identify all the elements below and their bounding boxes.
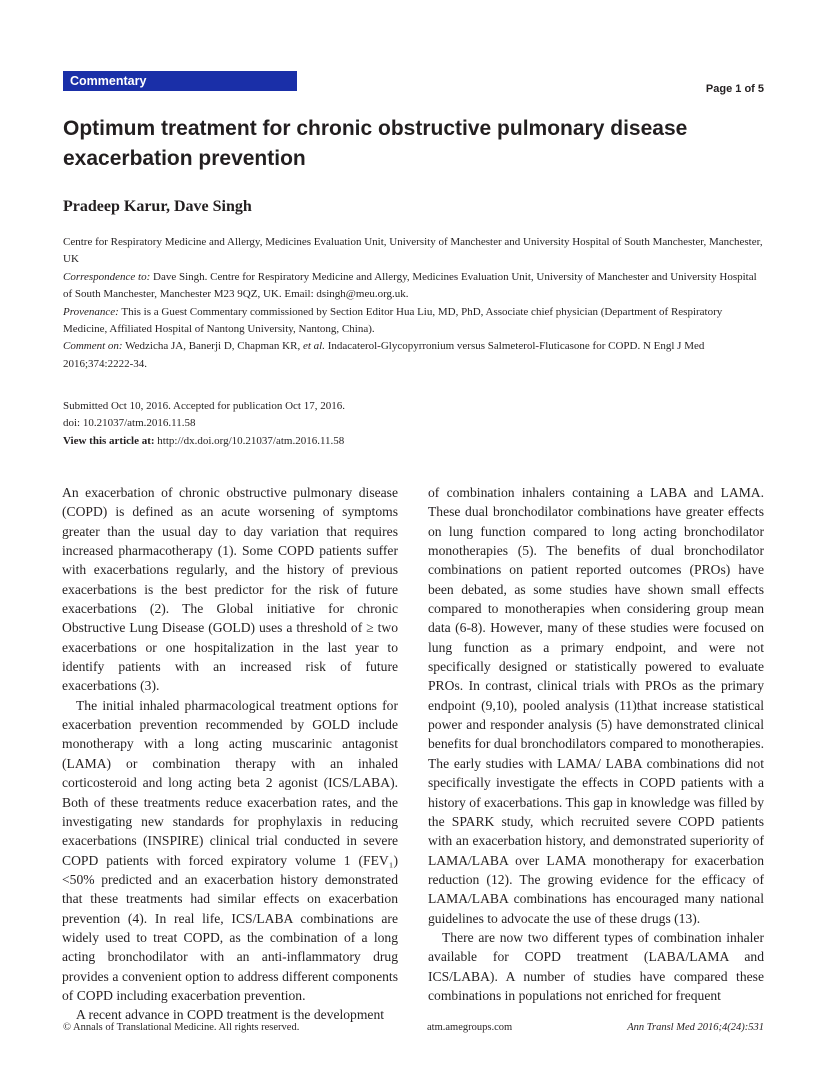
page-indicator: Page 1 of 5 xyxy=(705,83,764,95)
body-column-right xyxy=(428,483,764,1005)
view-article-link[interactable]: http://dx.doi.org/10.21037/atm.2016.11.58 xyxy=(154,434,345,447)
article-meta xyxy=(63,398,345,450)
authors: Pradeep Karur, Dave Singh xyxy=(63,198,252,215)
correspondence-text: Dave Singh. Centre for Respiratory Medicine and Allergy, Medicines Evaluation Unit, University of Manchester and University Hospital of South Manchester, Manchester M23 9QZ, UK. Email: dsingh@meu.org.uk. xyxy=(63,270,757,301)
body-paragraph: The initial inhaled pharmacological treatment options for exacerbation prevention recommended by GOLD include monotherapy with a long acting muscarinic antagonist (LAMA) or combination therapy with an inhaled corticosteroid and long acting beta 2 agonist (ICS/LABA). Both of these treatments reduce exacerbation rates, and the investigating new standards for prophylaxis in reducing exacerbations (INSPIRE) clinical trial conducted in severe COPD patients with forced expiratory volume 1 (FEV₁) <50% predicted and an exacerbation history demonstrated that these treatments had similar effects on exacerbation prevention (4). In real life, ICS/LABA combinations are widely used to treat COPD, as the combination of a long acting bronchodilator with an anti-inflammatory drug provides a convenient option to address different components of COPD including exacerbation prevention. xyxy=(62,697,398,1003)
footer-copyright: © Annals of Translational Medicine. All rights reserved. xyxy=(63,1022,300,1033)
provenance-label: Provenance: xyxy=(63,305,119,318)
section-badge: Commentary xyxy=(63,71,297,91)
comment-on-text: Indacaterol-Glycopyrronium versus Salmeterol-Fluticasone for COPD. N Engl J Med 2016;374:2222-34. xyxy=(63,340,705,370)
view-article-label: View this article at: xyxy=(63,434,155,447)
submission-dates: Submitted Oct 10, 2016. Accepted for publication Oct 17, 2016. xyxy=(63,400,345,412)
view-article xyxy=(63,433,345,450)
body-paragraph: An exacerbation of chronic obstructive pulmonary disease (COPD) is defined as an acute worsening of symptoms greater than the usual day to day variation that requires increased pharmacotherapy (1). Some COPD patients suffer with exacerbations regularly, and the history of previous exacerbations is the best predictor for the risk of future exacerbations (2). The Global initiative for chronic Obstructive Lung Disease (GOLD) uses a threshold of ≥ two exacerbations or one hospitalization in the last year to identify patients with an increased risk of future exacerbations (3). xyxy=(62,485,398,694)
footer-website[interactable]: atm.amegroups.com xyxy=(427,1022,513,1033)
provenance-text: This is a Guest Commentary commissioned by Section Editor Hua Liu, MD, PhD, Associate chief physician (Department of Respiratory Medicine, Affiliated Hospital of Nantong University, Nantong, China). xyxy=(63,305,723,336)
body-column-left xyxy=(62,483,398,1025)
body-paragraph: There are now two different types of combination inhaler available for COPD treatment (LABA/LAMA and ICS/LABA). A number of studies have compared these combinations in populations not enriched for frequent xyxy=(428,929,764,1003)
comment-on-etal: et al. xyxy=(302,340,325,353)
body-paragraph: of combination inhalers containing a LABA and LAMA. These dual bronchodilator combinations have greater effects on lung function compared to long acting bronchodilator monotherapies (5). The benefits of dual bronchodilator combinations on patient reported outcomes (PROs) have been debated, as some studies have shown small effects compared to monotherapies when considering group mean data (6-8). However, many of these studies were focused on lung function as a primary endpoint, and were not specifically designed or statistically powered to evaluate PROs. In contrast, clinical trials with PROs as the primary endpoint (9,10), pooled analysis (11)that increase statistical power and responder analysis (5) have demonstrated clinical benefits for dual bronchodilators compared to monotherapies. The early studies with LAMA/ LABA combinations did not specifically investigate the effects in COPD patients with a history of exacerbations. This gap in knowledge was filled by the SPARK study, which recruited severe COPD patients with an exacerbation history, and demonstrated superiority of LAMA/LABA over LAMA monotherapy for exacerbation reduction (12). The growing evidence for the efficacy of LAMA/LABA combinations has encouraged many national guidelines to advocate the use of these drugs (13). xyxy=(428,485,764,926)
affiliation: Centre for Respiratory Medicine and Allergy, Medicines Evaluation Unit, University of Manchester and University Hospital of South Manchester, Manchester, UK xyxy=(63,236,763,266)
provenance xyxy=(63,304,765,339)
article-info xyxy=(63,234,765,373)
body-paragraph: A recent advance in COPD treatment is the development xyxy=(76,1007,385,1023)
comment-on xyxy=(63,338,765,373)
correspondence xyxy=(63,269,765,304)
comment-on-authors: Wedzicha JA, Banerji D, Chapman KR, xyxy=(122,340,303,353)
comment-on-label: Comment on: xyxy=(63,340,123,353)
article-title: Optimum treatment for chronic obstructive pulmonary disease exacerbation prevention xyxy=(63,117,688,170)
doi: doi: 10.21037/atm.2016.11.58 xyxy=(63,417,196,430)
correspondence-label: Correspondence to: xyxy=(63,270,151,283)
footer-citation: Ann Transl Med 2016;4(24):531 xyxy=(627,1022,764,1033)
